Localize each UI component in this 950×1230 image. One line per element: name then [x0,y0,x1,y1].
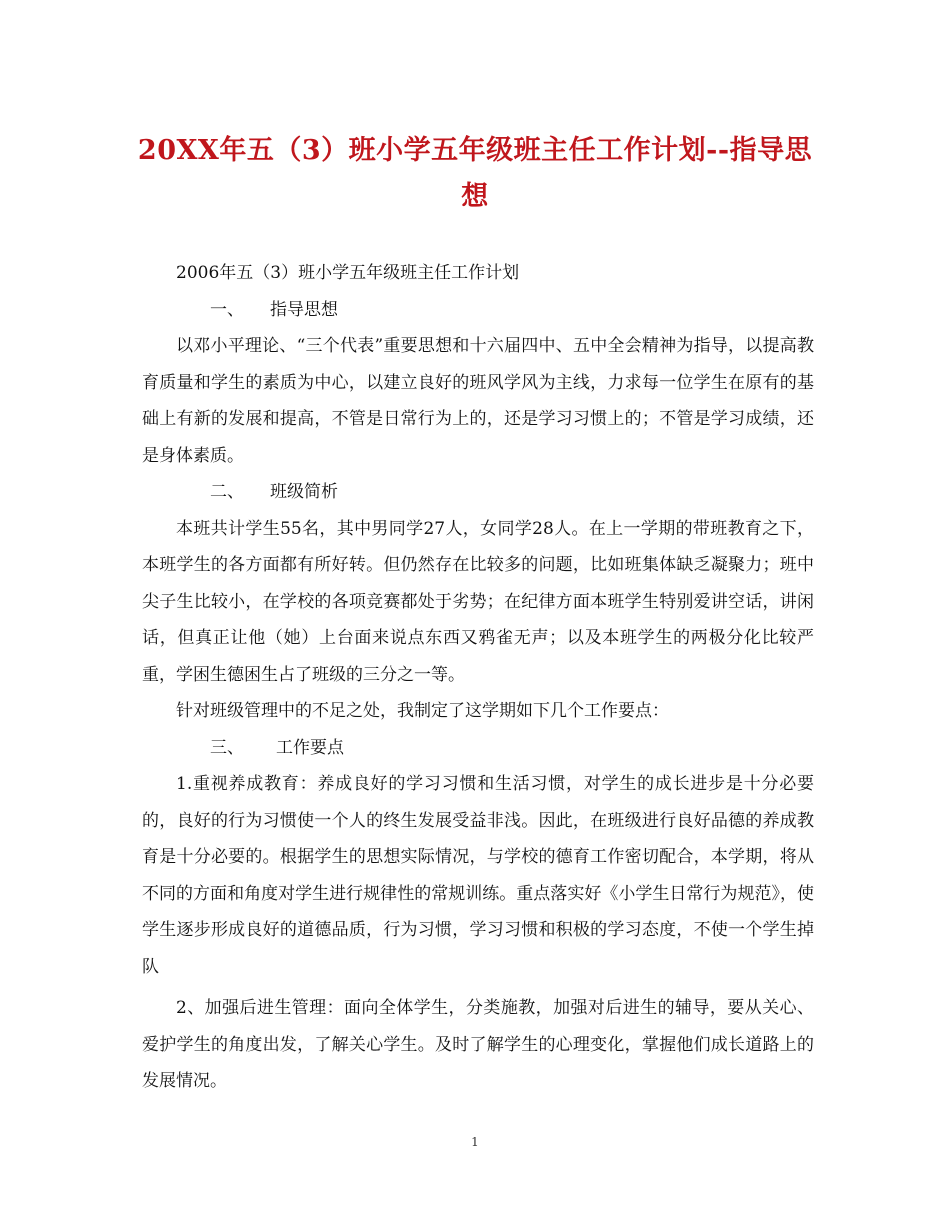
section-number: 三、 [210,737,244,758]
paragraph-guiding-thought: 以邓小平理论、“三个代表”重要思想和十六届四中、五中全会精神为指导，以提高教育质量和学生的素质为中心，以建立良好的班风学风为主线，力求每一位学生在原有的基础上有新的发展和提高，不管是日常行为上的，还是学习习惯上的；不管是学习成绩，还是身体素质。 [142,336,814,466]
section-number: 二、 [210,482,244,502]
section-title: 指导思想 [270,299,338,320]
paragraph-shortcomings: 针对班级管理中的不足之处，我制定了这学期如下几个工作要点： [176,701,669,721]
section-heading-2 [142,474,814,511]
paragraph-class-analysis: 本班共计学生55名，其中男同学27人，女同学28人。在上一学期的带班教育之下，本班学生的各方面都有所好转。但仍然存在比较多的问题，比如班集体缺乏凝聚力；班中尖子生比较小，在学校的各项竞赛都处于劣势；在纪律方面本班学生特别爱讲空话，讲闲话，但真正让他（她）上台面来说点东西又鸦雀无声；以及本班学生的两极分化比较严重，学困生德困生占了班级的三分之一等。 [142,518,814,685]
work-item-1: 1.重视养成教育：养成良好的学习习惯和生活习惯，对学生的成长进步是十分必要的，良好的行为习惯使一个人的终生发展受益非浅。因此，在班级进行良好品德的养成教育是十分必要的。根据学生的思想实际情况，与学校的德育工作密切配合，本学期，将从不同的方面和角度对学生进行规律性的常规训练。重点落实好《小学生日常行为规范》，使学生逐步形成良好的道德品质，行为习惯，学习习惯和积极的学习态度，不使一个学生掉队 [142,774,814,977]
section-number: 一、 [210,299,244,320]
document-subtitle: 2006年五（3）班小学五年级班主任工作计划 [176,263,520,283]
section-title: 班级简析 [270,482,338,502]
document-title: 20XX年五（3）班小学五年级班主任工作计划--指导思想 [137,135,813,212]
document-body [142,255,814,1100]
work-item-2: 2、加强后进生管理：面向全体学生，分类施教，加强对后进生的辅导，要从关心、爱护学生的角度出发，了解关心学生。及时了解学生的心理变化，掌握他们成长道路上的发展情况。 [142,998,814,1091]
section-title: 工作要点 [276,737,344,758]
page-number: 1 [471,1135,479,1149]
section-heading-1 [142,292,814,329]
section-heading-3 [142,730,814,767]
